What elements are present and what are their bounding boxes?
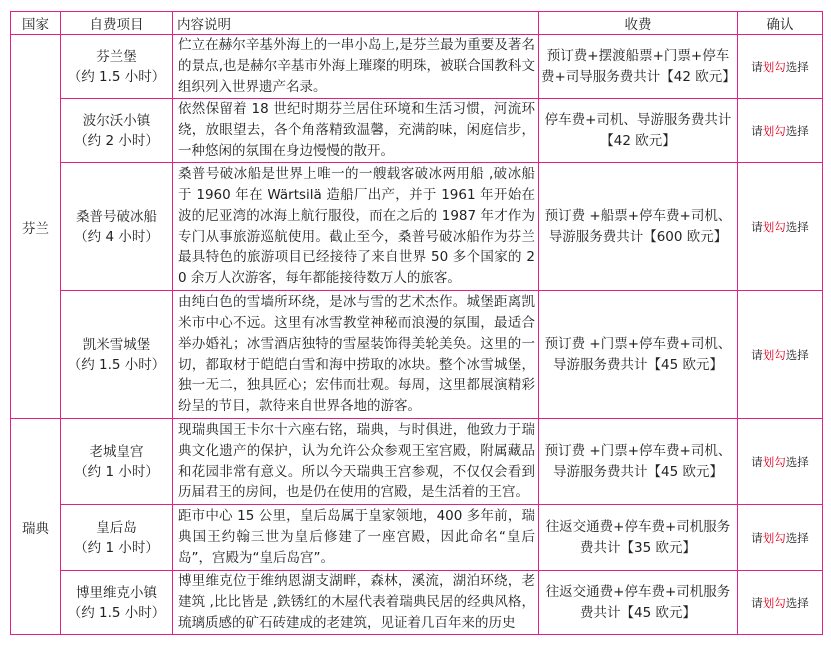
country-cell: 芬兰 <box>11 35 61 419</box>
item-fee: 往返交通费+停车费+司机服务费共计【35 欧元】 <box>539 505 738 571</box>
item-fee: 停车费+司机、导游服务费共计【42 欧元】 <box>539 99 738 163</box>
item-fee: 预订费 +船票+停车费+司机、导游服务费共计【600 欧元】 <box>539 163 738 291</box>
confirm-cell[interactable] <box>738 291 823 419</box>
confirm-highlight: 划勾 <box>762 530 786 545</box>
table-row <box>11 419 823 505</box>
item-duration: （约 4 小时） <box>74 228 159 245</box>
item-duration: （约 1.5 小时） <box>67 604 166 621</box>
table-row <box>11 35 823 99</box>
header-item: 自费项目 <box>61 12 173 35</box>
table-row <box>11 99 823 163</box>
item-cell <box>61 99 173 163</box>
confirm-highlight: 划勾 <box>762 123 786 138</box>
confirm-suffix: 选择 <box>785 595 809 610</box>
confirm-prefix: 请 <box>751 454 763 469</box>
item-duration: （约 1 小时） <box>74 539 159 556</box>
header-fee: 收费 <box>539 12 738 35</box>
item-cell <box>61 291 173 419</box>
item-description: 桑普号破冰船是世界上唯一的一艘载客破冰两用船 ,破冰船于 1960 年在 Wärtsilä 造船厂出产，并于 1961 年开始在波的尼亚湾的冰海上航行服役，而在之后的 1987 年才作为专门从事旅游巡航使用。截止至今，桑普号破冰船作为芬兰最具特色的旅游项目已经接待了来自世界 50 多个国家的 20 余万人次游客，每年都能接待数万人的旅客。 <box>173 163 539 291</box>
header-description: 内容说明 <box>173 12 539 35</box>
confirm-highlight: 划勾 <box>762 595 786 610</box>
confirm-prefix: 请 <box>751 219 763 234</box>
item-duration: （约 1 小时） <box>74 463 159 480</box>
header-country: 国家 <box>11 12 61 35</box>
confirm-suffix: 选择 <box>785 123 809 138</box>
item-cell <box>61 571 173 635</box>
confirm-prefix: 请 <box>751 347 763 362</box>
item-name: 博里维克小镇 <box>76 584 157 601</box>
item-duration: （约 2 小时） <box>74 132 159 149</box>
table-row <box>11 505 823 571</box>
header-confirm: 确认 <box>738 12 823 35</box>
item-fee: 往返交通费+停车费+司机服务费共计【45 欧元】 <box>539 571 738 635</box>
country-cell: 瑞典 <box>11 419 61 635</box>
table-row <box>11 291 823 419</box>
confirm-prefix: 请 <box>751 59 763 74</box>
item-fee: 预订费 +门票+停车费+司机、导游服务费共计【45 欧元】 <box>539 291 738 419</box>
item-fee: 预订费+摆渡船票+门票+停车费+司导服务费共计【42 欧元】 <box>539 35 738 99</box>
confirm-cell[interactable] <box>738 505 823 571</box>
confirm-highlight: 划勾 <box>762 219 786 234</box>
header-row <box>11 12 823 35</box>
confirm-cell[interactable] <box>738 163 823 291</box>
confirm-highlight: 划勾 <box>762 347 786 362</box>
item-name: 凯米雪城堡 <box>82 336 151 353</box>
item-description: 伫立在赫尔辛基外海上的一串小岛上,是芬兰最为重要及著名的景点,也是赫尔辛基市外海上璀璨的明珠，被联合国教科文组织列入世界遗产名录。 <box>173 35 539 99</box>
item-name: 皇后岛 <box>96 519 137 536</box>
item-name: 芬兰堡 <box>96 48 137 65</box>
item-name: 波尔沃小镇 <box>82 112 151 129</box>
confirm-highlight: 划勾 <box>762 59 786 74</box>
item-description: 现瑞典国王卡尔十六座右铭，瑞典，与时俱进，他致力于瑞典文化遗产的保护，认为允许公众参观王室宫殿，附属藏品和花园非常有意义。所以今天瑞典王宫参观，不仅仅会看到历届君王的房间，也是仍在使用的宫殿，是生活着的王宫。 <box>173 419 539 505</box>
confirm-suffix: 选择 <box>785 347 809 362</box>
item-cell <box>61 419 173 505</box>
confirm-suffix: 选择 <box>785 530 809 545</box>
confirm-cell[interactable] <box>738 571 823 635</box>
table-row <box>11 571 823 635</box>
confirm-suffix: 选择 <box>785 219 809 234</box>
confirm-highlight: 划勾 <box>762 454 786 469</box>
confirm-suffix: 选择 <box>785 454 809 469</box>
item-name: 老城皇宫 <box>89 443 144 460</box>
confirm-suffix: 选择 <box>785 59 809 74</box>
item-cell <box>61 505 173 571</box>
confirm-cell[interactable] <box>738 99 823 163</box>
confirm-prefix: 请 <box>751 123 763 138</box>
item-name: 桑普号破冰船 <box>76 208 157 225</box>
item-duration: （约 1.5 小时） <box>67 68 166 85</box>
confirm-cell[interactable] <box>738 419 823 505</box>
item-description: 博里维克位于维纳恩湖支湖畔，森林，溪流，湖泊环绕，老建筑 ,比比皆是 ,鉄锈红的木屋代表着瑞典民居的经典风格，琉璃质感的矿石砖建成的老建筑，见证着几百年来的历史 <box>173 571 539 635</box>
optional-tours-table <box>10 11 823 635</box>
item-description: 依然保留着 18 世纪时期芬兰居住环境和生活习惯，河流环绕，放眼望去，各个角落精致温馨，充满韵味，闲庭信步，一种悠闲的氛围在身边慢慢的散开。 <box>173 99 539 163</box>
tour-table-container <box>10 11 823 635</box>
item-cell <box>61 163 173 291</box>
item-description: 由纯白色的雪墙所环绕，是冰与雪的艺术杰作。城堡距离凯米市中心不远。这里有冰雪教堂神秘而浪漫的氛围，最适合举办婚礼；冰雪酒店独特的雪屋装饰得美轮美奂。这里的一切，都取材于皑皑白雪和海中捞取的冰块。整个冰雪城堡，独一无二，独具匠心；宏伟而壮观。每周，这里都展演精彩纷呈的节目，款待来自世界各地的游客。 <box>173 291 539 419</box>
item-description: 距市中心 15 公里，皇后岛属于皇家领地，400 多年前，瑞典国王约翰三世为皇后修建了一座宫殿，因此命名“皇后岛”，宫殿为“皇后岛宫”。 <box>173 505 539 571</box>
table-row <box>11 163 823 291</box>
confirm-prefix: 请 <box>751 595 763 610</box>
item-cell <box>61 35 173 99</box>
item-fee: 预订费 +门票+停车费+司机、导游服务费共计【45 欧元】 <box>539 419 738 505</box>
confirm-cell[interactable] <box>738 35 823 99</box>
item-duration: （约 1.5 小时） <box>67 356 166 373</box>
confirm-prefix: 请 <box>751 530 763 545</box>
